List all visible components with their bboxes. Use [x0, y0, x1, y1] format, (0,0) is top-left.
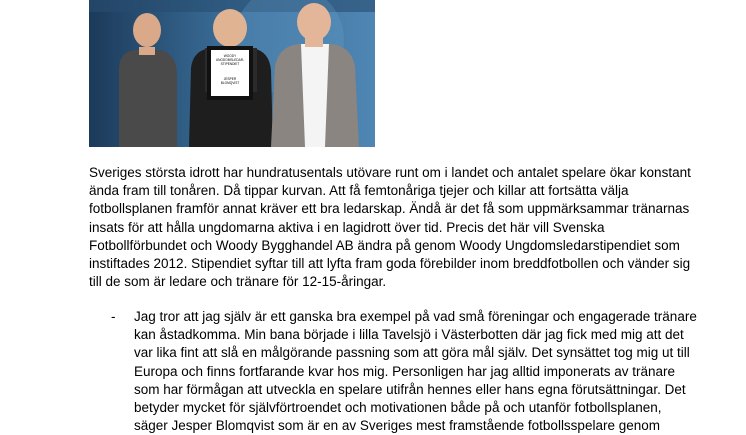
bullet-dash: -	[111, 309, 116, 324]
svg-text:WOODY: WOODY	[223, 54, 237, 58]
quote-line: kan åstadkomma. Min bana började i lilla Tavelsjö i Västerbotten där jag fick med mig att det	[134, 327, 684, 343]
quote-line: betyder mycket för självförtroendet och motivationen både på och utanför fotbollsplanen,	[134, 400, 662, 416]
paragraph-line: fotbollsplanen framför annat kräver ett bra ledarskap. Ändå är det få som uppmärksammar tränarnas	[89, 201, 690, 217]
paragraph-line: instiftades 2012. Stipendiet syftar till att lyfta fram goda förebilder inom breddfotbollen och vänder sig	[89, 256, 691, 272]
quote-line: Jag tror att jag själv är ett ganska bra exempel på vad små föreningar och engagerade tränare	[134, 309, 697, 324]
award-photo	[89, 0, 375, 147]
award-ceremony-photo-icon	[89, 0, 375, 147]
quote-text	[134, 308, 709, 435]
body-paragraph	[89, 164, 689, 291]
quote-line: som har förmågan att utveckla en spelare utifrån hennes eller hans egna förutsättningar. Det	[134, 381, 686, 397]
svg-text:STIPENDIET: STIPENDIET	[220, 62, 240, 66]
paragraph-line: Fotbollförbundet och Woody Bygghandel AB ändra på genom Woody Ungdomsledarstipendiet som	[89, 237, 680, 253]
quote-line: Europa och finns fortfarande kvar hos mig. Personligen har jag alltid imponerats av tränare	[134, 363, 676, 379]
svg-text:JESPER: JESPER	[223, 77, 237, 81]
paragraph-line: insats för att hålla ungdomarna aktiva i en lagidrott över tid. Precis det här vill Svenska	[89, 219, 605, 235]
paragraph-line: Sveriges största idrott har hundratusentals utövare runt om i landet och antalet spelare ökar konstant	[89, 165, 691, 180]
svg-text:BLOMQVIST: BLOMQVIST	[220, 81, 240, 85]
paragraph-line: ända fram till tonåren. Då tippar kurvan. Att få femtonåriga tjejer och killar att fortsätta välja	[89, 183, 629, 199]
paragraph-line: till de som är ledare och tränare för 12-15-åringar.	[89, 274, 387, 290]
svg-text:UNGDOMSLEDAR-: UNGDOMSLEDAR-	[215, 58, 245, 62]
quote-line: var lika fint att slå en målgörande passning som att göra mål själv. Det synsättet tog mig ut till	[134, 345, 690, 361]
quote-line: säger Jesper Blomqvist som är en av Sveriges mest framstående fotbollsspelare genom	[134, 418, 660, 434]
